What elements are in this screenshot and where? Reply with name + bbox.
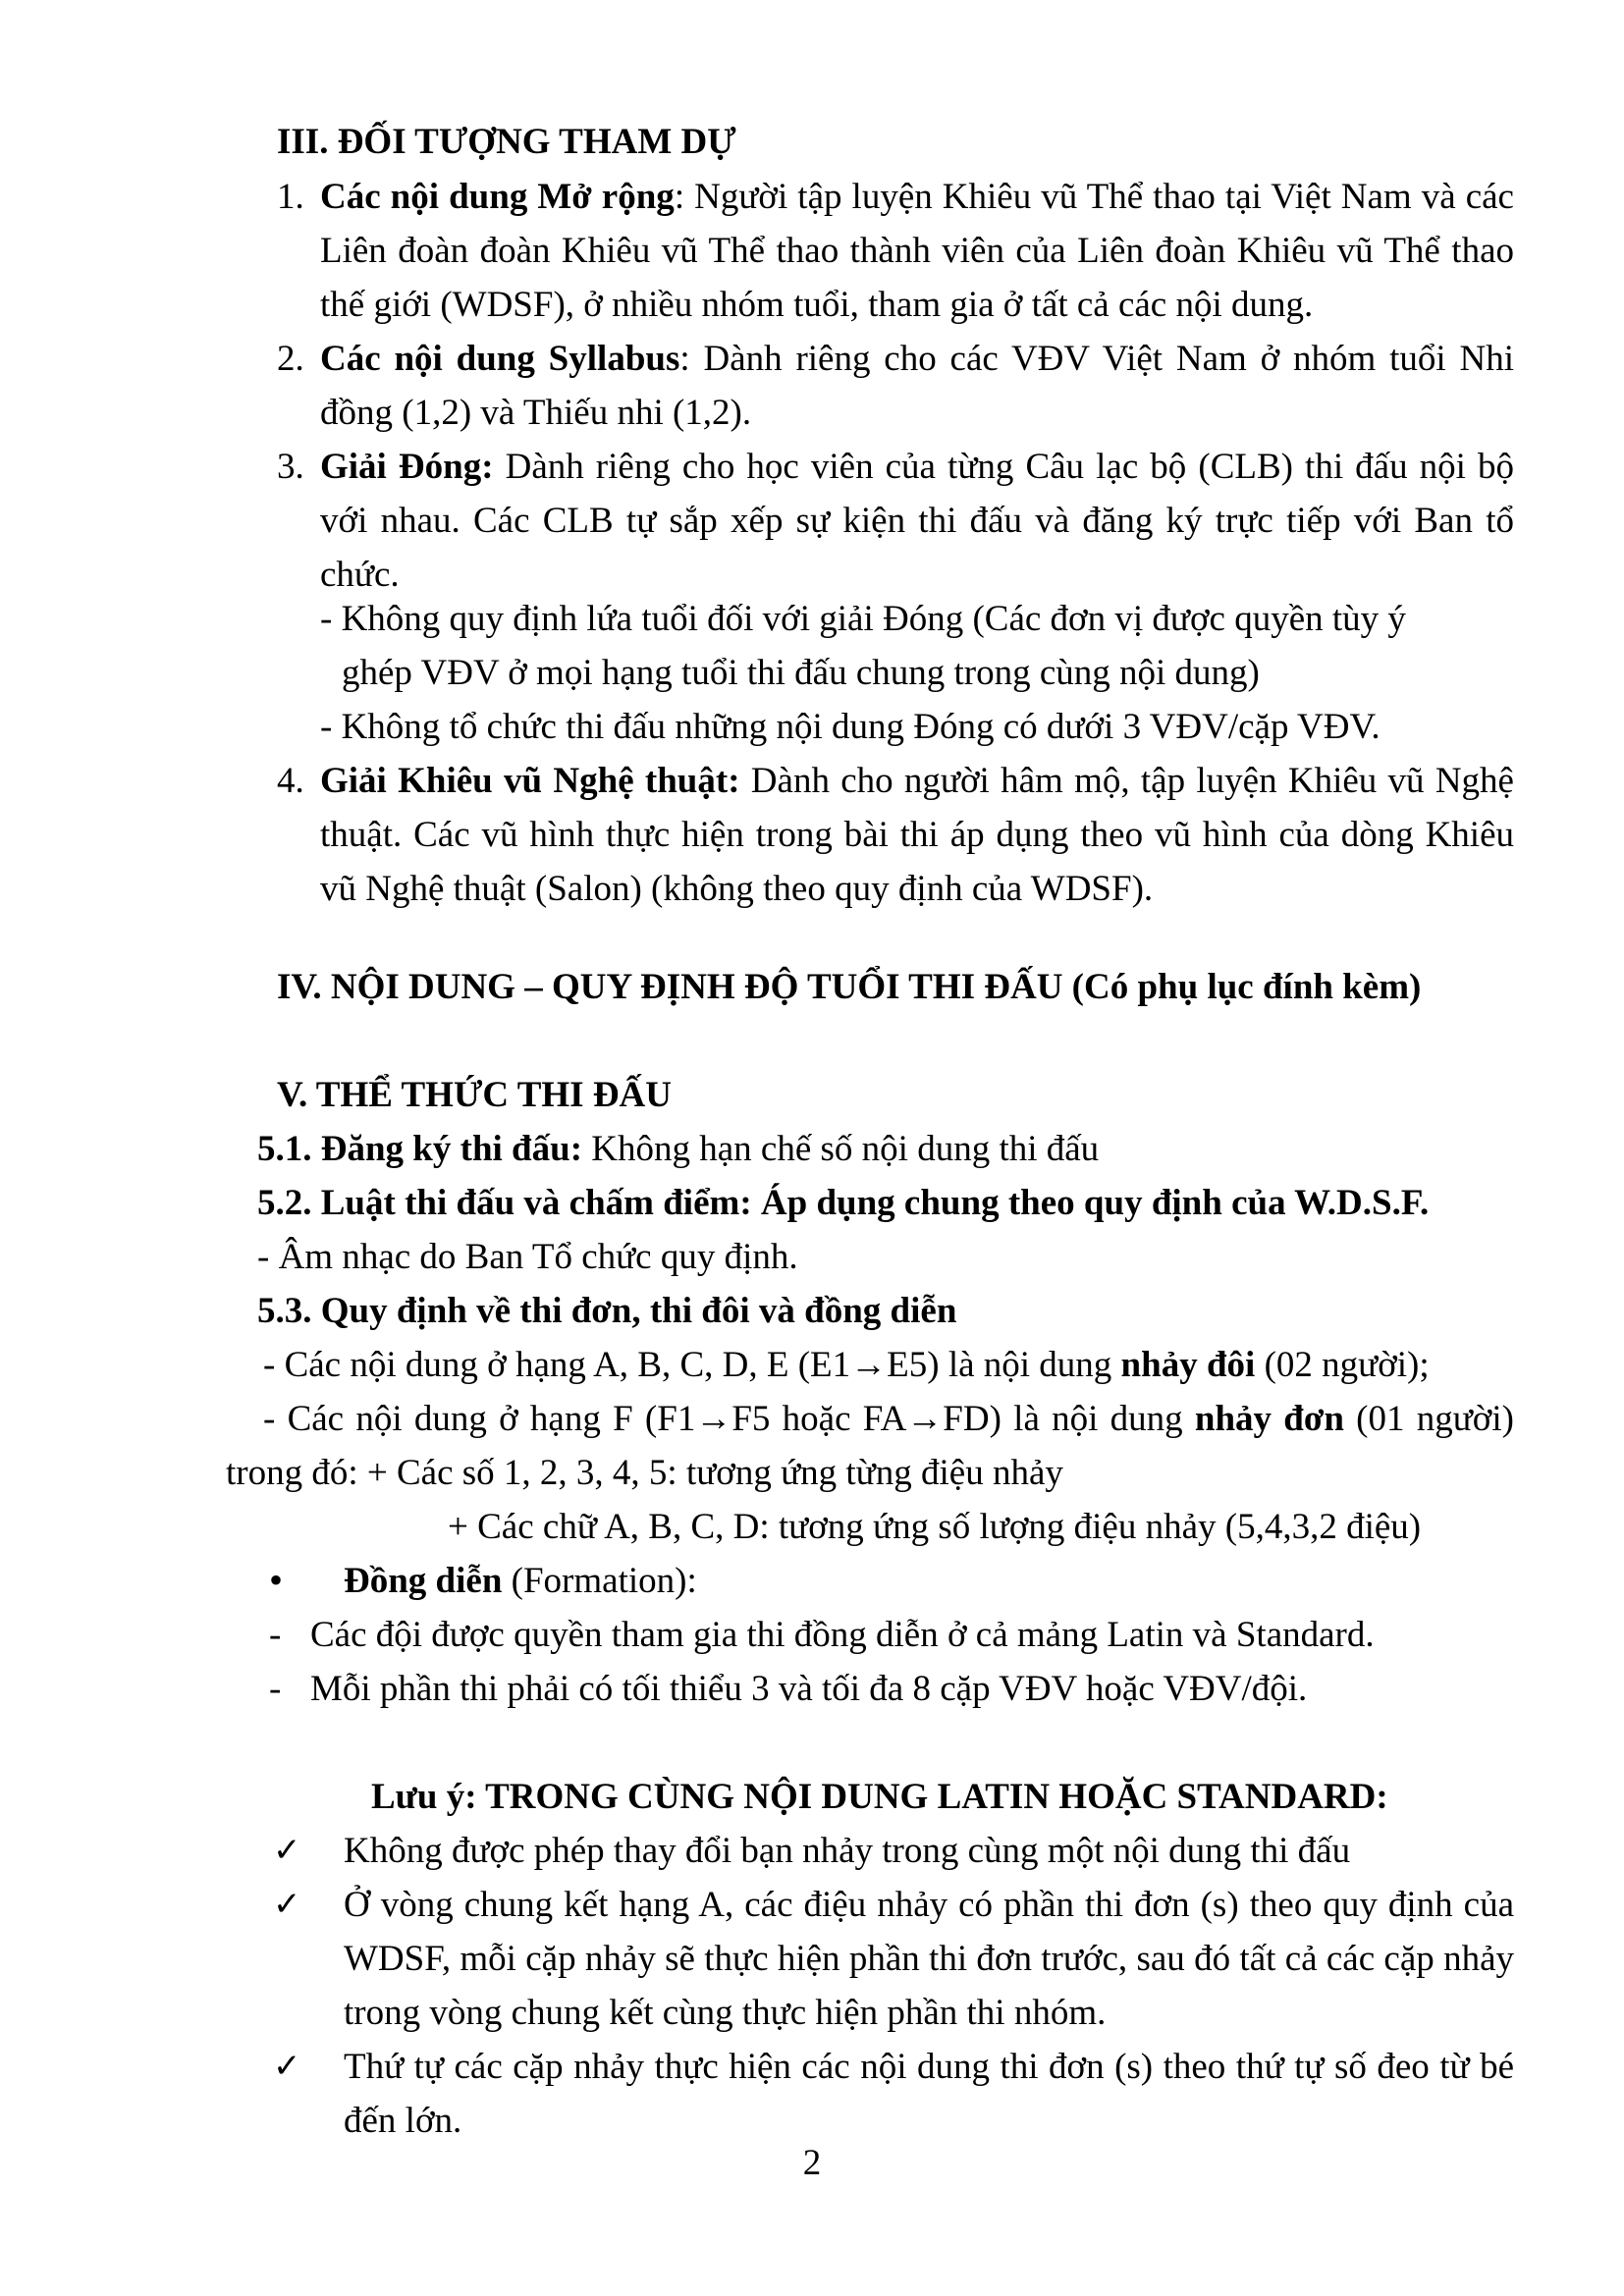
item-text: Dành cho người hâm mộ, tập luyện Khiêu vũ Nghệ thuật. Các vũ hình thực hiện trong bài thi áp dụng theo vũ hình của dòng Khiêu vũ Nghệ thuật (Salon) (không theo quy định của WDSF). xyxy=(320,761,1514,909)
formation-heading: Đồng diễn (Formation): xyxy=(344,1561,697,1601)
sub-bullet: - Không quy định lứa tuổi đối với giải Đóng (Các đơn vị được quyền tùy ý ghép VĐV ở mọi hạng tuổi thi đấu chung trong cùng nội dung) xyxy=(320,599,1406,693)
list-item xyxy=(320,332,1514,440)
dash-icon: - xyxy=(269,1615,282,1655)
checkmark-icon: ✓ xyxy=(273,1831,301,1870)
item-label: Các nội dung Mở rộng xyxy=(320,177,675,217)
rule-5-1: 5.1. Đăng ký thi đấu: Không hạn chế số nội dung thi đấu xyxy=(257,1129,1100,1169)
list-number: 2. xyxy=(277,339,304,379)
list-number: 3. xyxy=(277,447,304,487)
list-number: 1. xyxy=(277,177,304,217)
item-label: Các nội dung Syllabus xyxy=(320,339,680,379)
note-item: Không được phép thay đổi bạn nhảy trong cùng một nội dung thi đấu xyxy=(344,1831,1351,1871)
rule-5-2: 5.2. Luật thi đấu và chấm điểm: Áp dụng chung theo quy định của W.D.S.F. xyxy=(257,1183,1430,1223)
list-item xyxy=(320,754,1514,916)
section-heading-iv: IV. NỘI DUNG – QUY ĐỊNH ĐỘ TUỔI THI ĐẤU (Có phụ lục đính kèm) xyxy=(277,967,1422,1007)
bullet-icon: • xyxy=(269,1558,284,1602)
item-label: Giải Khiêu vũ Nghệ thuật: xyxy=(320,761,740,801)
page-number: 2 xyxy=(802,2143,822,2183)
sub-bullet: - Không tổ chức thi đấu những nội dung Đóng có dưới 3 VĐV/cặp VĐV. xyxy=(320,707,1380,747)
section-heading-v: V. THỂ THỨC THI ĐẤU xyxy=(277,1075,672,1115)
formation-rule: Mỗi phần thi phải có tối thiểu 3 và tối đa 8 cặp VĐV hoặc VĐV/đội. xyxy=(310,1669,1308,1709)
item-text: Dành riêng cho học viên của từng Câu lạc bộ (CLB) thi đấu nội bộ với nhau. Các CLB tự sắp xếp sự kiện thi đấu và đăng ký trực tiếp với Ban tổ chức. xyxy=(320,447,1514,595)
section-heading-iii: III. ĐỐI TƯỢNG THAM DỰ xyxy=(277,122,736,162)
list-item xyxy=(320,440,1514,602)
checkmark-icon: ✓ xyxy=(273,1885,301,1924)
note-item: Thứ tự các cặp nhảy thực hiện các nội dung thi đơn (s) theo thứ tự số đeo từ bé đến lớn. xyxy=(344,2047,1514,2141)
music-note: - Âm nhạc do Ban Tổ chức quy định. xyxy=(257,1237,798,1277)
dash-icon: - xyxy=(269,1669,282,1709)
rule-line: - Các nội dung ở hạng F (F1→F5 hoặc FA→FD) là nội dung nhảy đơn (01 người) trong đó: + Các số 1, 2, 3, 4, 5: tương ứng từng điệu nhảy xyxy=(226,1399,1514,1493)
formation-rule: Các đội được quyền tham gia thi đồng diễn ở cả mảng Latin và Standard. xyxy=(310,1615,1375,1655)
rule-line: - Các nội dung ở hạng A, B, C, D, E (E1→E5) là nội dung nhảy đôi (02 người); xyxy=(263,1345,1430,1385)
item-text: : Người tập luyện Khiêu vũ Thể thao tại Việt Nam và các Liên đoàn đoàn Khiêu vũ Thể thao thành viên của Liên đoàn Khiêu vũ Thể thao thế giới (WDSF), ở nhiều nhóm tuổi, tham gia ở tất cả các nội dung. xyxy=(320,177,1514,325)
rule-line: + Các chữ A, B, C, D: tương ứng số lượng điệu nhảy (5,4,3,2 điệu) xyxy=(448,1507,1422,1547)
checkmark-icon: ✓ xyxy=(273,2047,301,2086)
list-item xyxy=(320,170,1514,332)
note-item: Ở vòng chung kết hạng A, các điệu nhảy có phần thi đơn (s) theo quy định của WDSF, mỗi cặp nhảy sẽ thực hiện phần thi đơn trước, sau đó tất cả các cặp nhảy trong vòng chung kết cùng thực hiện phần thi nhóm. xyxy=(344,1885,1514,2033)
item-label: Giải Đóng: xyxy=(320,447,494,487)
list-number: 4. xyxy=(277,761,304,801)
item-text: : Dành riêng cho các VĐV Việt Nam ở nhóm tuổi Nhi đồng (1,2) và Thiếu nhi (1,2). xyxy=(320,339,1514,433)
rule-5-3: 5.3. Quy định về thi đơn, thi đôi và đồng diễn xyxy=(257,1291,957,1331)
note-heading: Lưu ý: TRONG CÙNG NỘI DUNG LATIN HOẶC STANDARD: xyxy=(371,1777,1388,1817)
